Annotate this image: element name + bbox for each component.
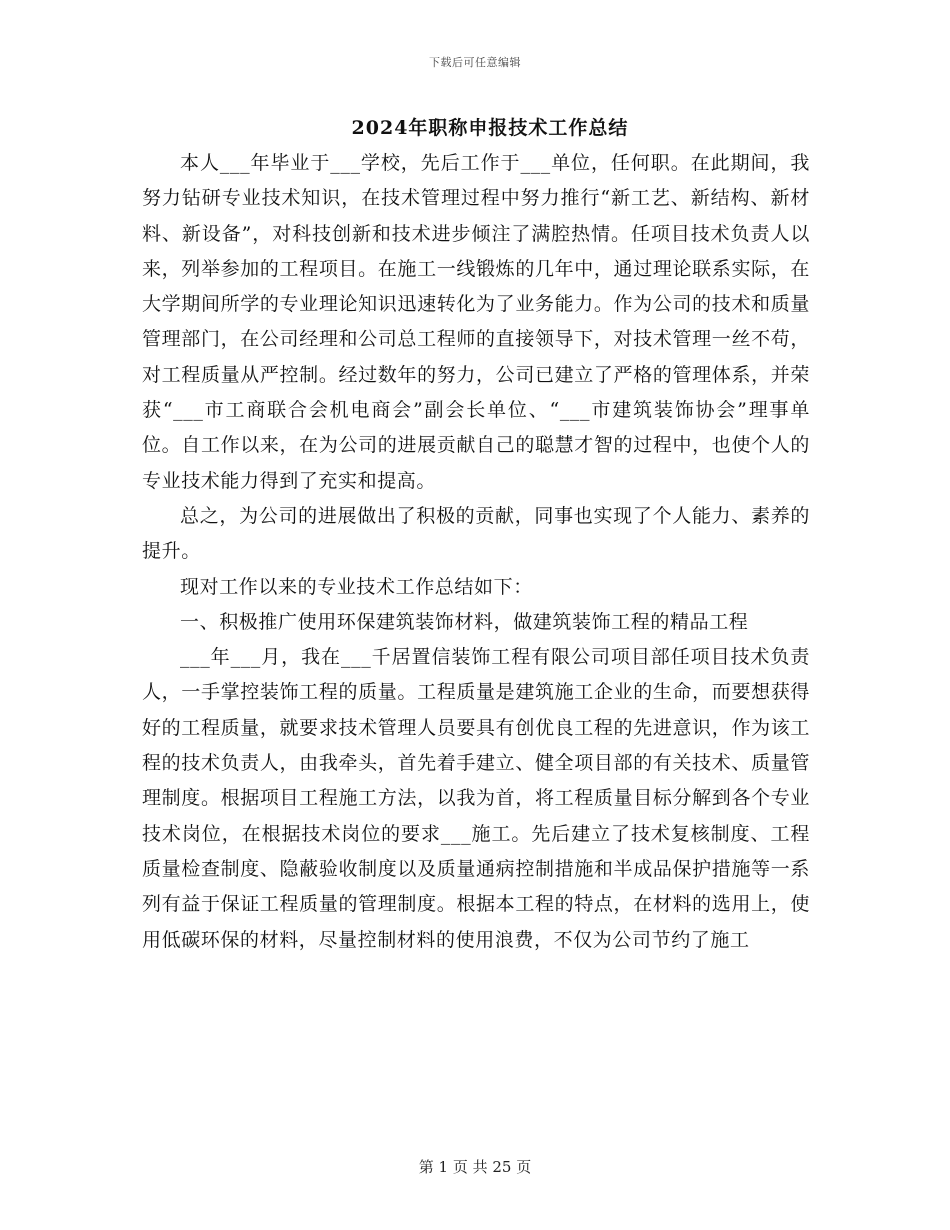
page-number-footer: 第 1 页 共 25 页 (418, 1158, 532, 1176)
paragraph-lead-in: 现对工作以来的专业技术工作总结如下： (180, 575, 533, 598)
document-body (142, 146, 810, 958)
section-heading-1: 一、积极推广使用环保建筑装饰材料，做建筑装饰工程的精品工程 (180, 610, 749, 633)
page-header-note: 下载后可任意编辑 (429, 56, 521, 69)
paragraph-intro: 本人___年毕业于___学校，先后工作于___单位，任何职。在此期间，我努力钻研专业技术知识，在技术管理过程中努力推行“新工艺、新结构、新材料、新设备”，对科技创新和技术进步倾注了满腔热情。任项目技术负责人以来，列举参加的工程项目。在施工一线锻炼的几年中，通过理论联系实际，在大学期间所学的专业理论知识迅速转化为了业务能力。作为公司的技术和质量管理部门，在公司经理和公司总工程师的直接领导下，对技术管理一丝不苟，对工程质量从严控制。经过数年的努力，公司已建立了严格的管理体系，并荣获“___市工商联合会机电商会”副会长单位、“___市建筑装饰协会”理事单位。自工作以来，在为公司的进展贡献自己的聪慧才智的过程中，也使个人的专业技术能力得到了充实和提高。 (142, 152, 810, 492)
document-title: 2024年职称申报技术工作总结 (351, 117, 629, 139)
paragraph-summary: 总之，为公司的进展做出了积极的贡献，同事也实现了个人能力、素养的提升。 (142, 504, 810, 563)
paragraph-section-1: ___年___月，我在___千居置信装饰工程有限公司项目部任项目技术负责人，一手掌控装饰工程的质量。工程质量是建筑施工企业的生命，而要想获得好的工程质量，就要求技术管理人员要具有创优良工程的先进意识，作为该工程的技术负责人，由我牵头，首先着手建立、健全项目部的有关技术、质量管理制度。根据项目工程施工方法，以我为首，将工程质量目标分解到各个专业技术岗位，在根据技术岗位的要求___施工。先后建立了技术复核制度、工程质量检查制度、隐蔽验收制度以及质量通病控制措施和半成品保护措施等一系列有益于保证工程质量的管理制度。根据本工程的特点，在材料的选用上，使用低碳环保的材料，尽量控制材料的使用浪费，不仅为公司节约了施工 (142, 646, 810, 951)
